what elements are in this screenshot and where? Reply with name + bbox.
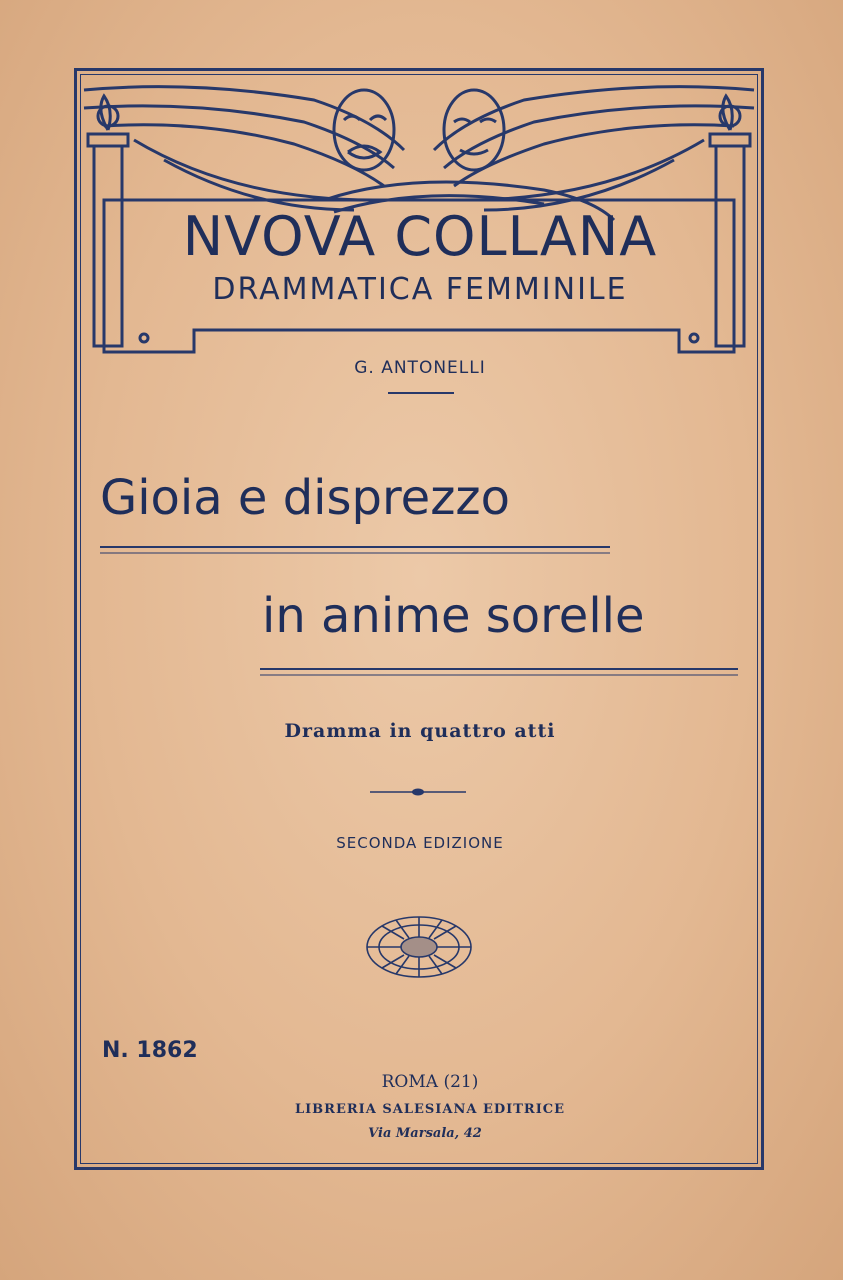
- imprint-publisher: LIBRERIA SALESIANA EDITRICE: [294, 1102, 566, 1117]
- edition-label: SECONDA EDIZIONE: [336, 834, 504, 852]
- series-subtitle: DRAMMATICA FEMMINILE: [212, 272, 628, 307]
- title-line-1-rule: [100, 544, 610, 556]
- ornamental-divider-icon: [370, 786, 466, 798]
- book-title-line-1: Gioia e disprezzo: [100, 470, 510, 526]
- series-number: N. 1862: [102, 1038, 198, 1063]
- imprint-city: ROMA (21): [381, 1072, 479, 1092]
- title-line-2-rule: [260, 666, 738, 678]
- imprint-address: Via Marsala, 42: [368, 1126, 482, 1141]
- rosette-ornament-icon: [364, 914, 474, 980]
- author-underline: [388, 392, 454, 394]
- book-subtitle: Dramma in quattro atti: [284, 720, 556, 742]
- author-name: G. ANTONELLI: [354, 358, 486, 378]
- book-title-line-2: in anime sorelle: [262, 588, 645, 644]
- series-title: NVOVA COLLANA: [182, 205, 658, 268]
